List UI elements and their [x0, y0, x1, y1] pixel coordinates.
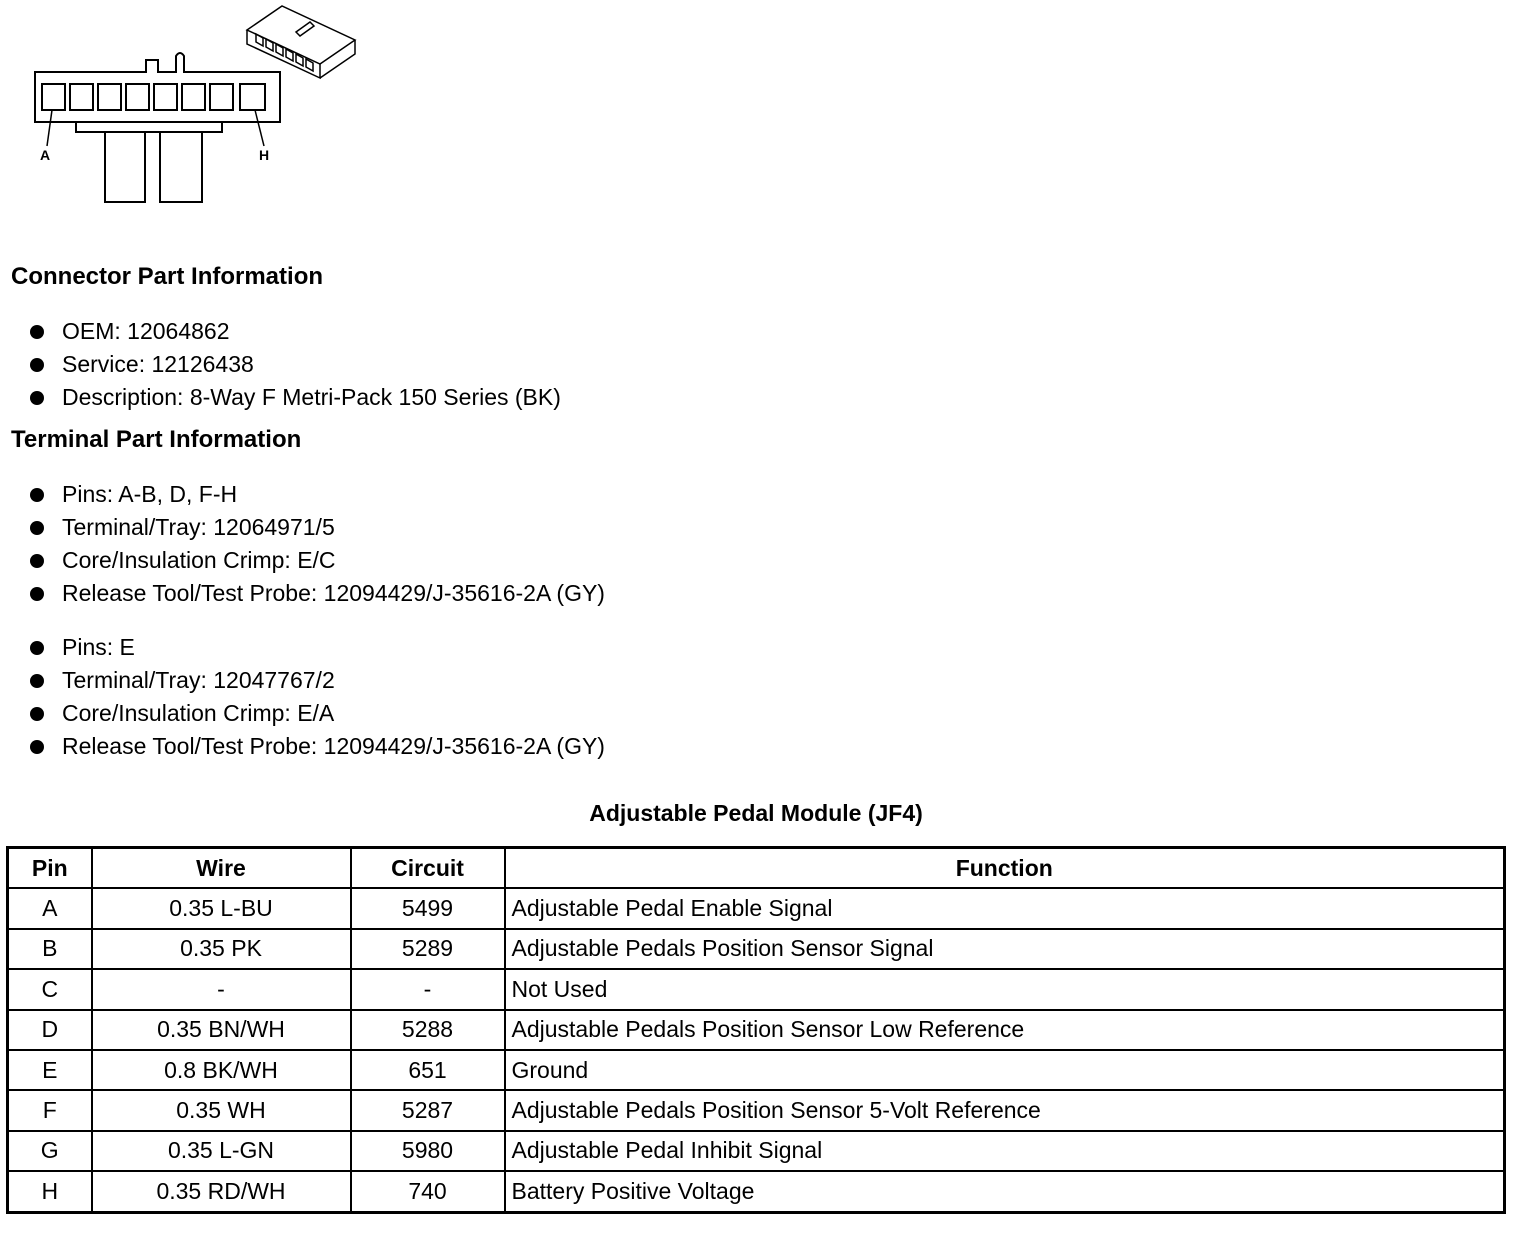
cell-circuit: 5499: [351, 888, 505, 928]
table-row: [8, 969, 1505, 1009]
cell-function: Ground: [505, 1050, 1505, 1090]
list-item: Core/Insulation Crimp: E/C: [28, 544, 605, 577]
table-row: [8, 888, 1505, 928]
cell-function: Battery Positive Voltage: [505, 1171, 1505, 1212]
list-item: Release Tool/Test Probe: 12094429/J-35616-2A (GY): [28, 577, 605, 610]
table-row: [8, 1131, 1505, 1171]
cell-circuit: 651: [351, 1050, 505, 1090]
table-header-row: [8, 848, 1505, 889]
cell-wire: 0.35 PK: [92, 929, 351, 969]
cell-function: Adjustable Pedals Position Sensor Signal: [505, 929, 1505, 969]
cell-wire: -: [92, 969, 351, 1009]
cell-wire: 0.8 BK/WH: [92, 1050, 351, 1090]
header-pin: Pin: [8, 848, 92, 889]
cell-pin: H: [8, 1171, 92, 1212]
list-item: OEM: 12064862: [28, 315, 561, 348]
cell-circuit: -: [351, 969, 505, 1009]
cell-circuit: 740: [351, 1171, 505, 1212]
cell-function: Adjustable Pedals Position Sensor 5-Volt Reference: [505, 1090, 1505, 1130]
cell-pin: A: [8, 888, 92, 928]
connector-diagram: [20, 0, 380, 215]
cell-pin: G: [8, 1131, 92, 1171]
cell-pin: E: [8, 1050, 92, 1090]
cell-circuit: 5289: [351, 929, 505, 969]
table-row: [8, 929, 1505, 969]
table-row: [8, 1171, 1505, 1212]
cell-pin: F: [8, 1090, 92, 1130]
terminal-part-info-list-2: [28, 631, 605, 763]
table-title: Adjustable Pedal Module (JF4): [589, 800, 923, 826]
terminal-part-info-list-1: [28, 478, 605, 610]
list-item: Description: 8-Way F Metri-Pack 150 Series (BK): [28, 381, 561, 414]
list-item: Service: 12126438: [28, 348, 561, 381]
list-item: Pins: E: [28, 631, 605, 664]
connector-part-info-title: Connector Part Information: [11, 263, 324, 290]
cell-wire: 0.35 BN/WH: [92, 1010, 351, 1050]
pin-label-a: A: [40, 147, 51, 163]
header-wire: Wire: [92, 848, 351, 889]
cell-pin: B: [8, 929, 92, 969]
cell-circuit: 5287: [351, 1090, 505, 1130]
cell-function: Adjustable Pedals Position Sensor Low Reference: [505, 1010, 1505, 1050]
cell-wire: 0.35 WH: [92, 1090, 351, 1130]
terminal-part-info-title: Terminal Part Information: [11, 426, 302, 453]
pin-label-h: H: [259, 147, 270, 163]
cell-pin: C: [8, 969, 92, 1009]
connector-part-info-list: [28, 315, 561, 414]
cell-wire: 0.35 RD/WH: [92, 1171, 351, 1212]
list-item: Terminal/Tray: 12064971/5: [28, 511, 605, 544]
list-item: Pins: A-B, D, F-H: [28, 478, 605, 511]
cell-circuit: 5288: [351, 1010, 505, 1050]
cell-wire: 0.35 L-GN: [92, 1131, 351, 1171]
table-row: [8, 1010, 1505, 1050]
pin-cavities: [42, 84, 265, 110]
list-item: Core/Insulation Crimp: E/A: [28, 697, 605, 730]
cell-function: Adjustable Pedal Enable Signal: [505, 888, 1505, 928]
table-row: [8, 1090, 1505, 1130]
cell-wire: 0.35 L-BU: [92, 888, 351, 928]
table-row: [8, 1050, 1505, 1090]
header-function: Function: [505, 848, 1505, 889]
header-circuit: Circuit: [351, 848, 505, 889]
list-item: Terminal/Tray: 12047767/2: [28, 664, 605, 697]
cell-function: Adjustable Pedal Inhibit Signal: [505, 1131, 1505, 1171]
cell-circuit: 5980: [351, 1131, 505, 1171]
pinout-table: [6, 846, 1506, 1214]
connector-iso-icon: [247, 6, 355, 78]
list-item: Release Tool/Test Probe: 12094429/J-35616-2A (GY): [28, 730, 605, 763]
cell-pin: D: [8, 1010, 92, 1050]
cell-function: Not Used: [505, 969, 1505, 1009]
